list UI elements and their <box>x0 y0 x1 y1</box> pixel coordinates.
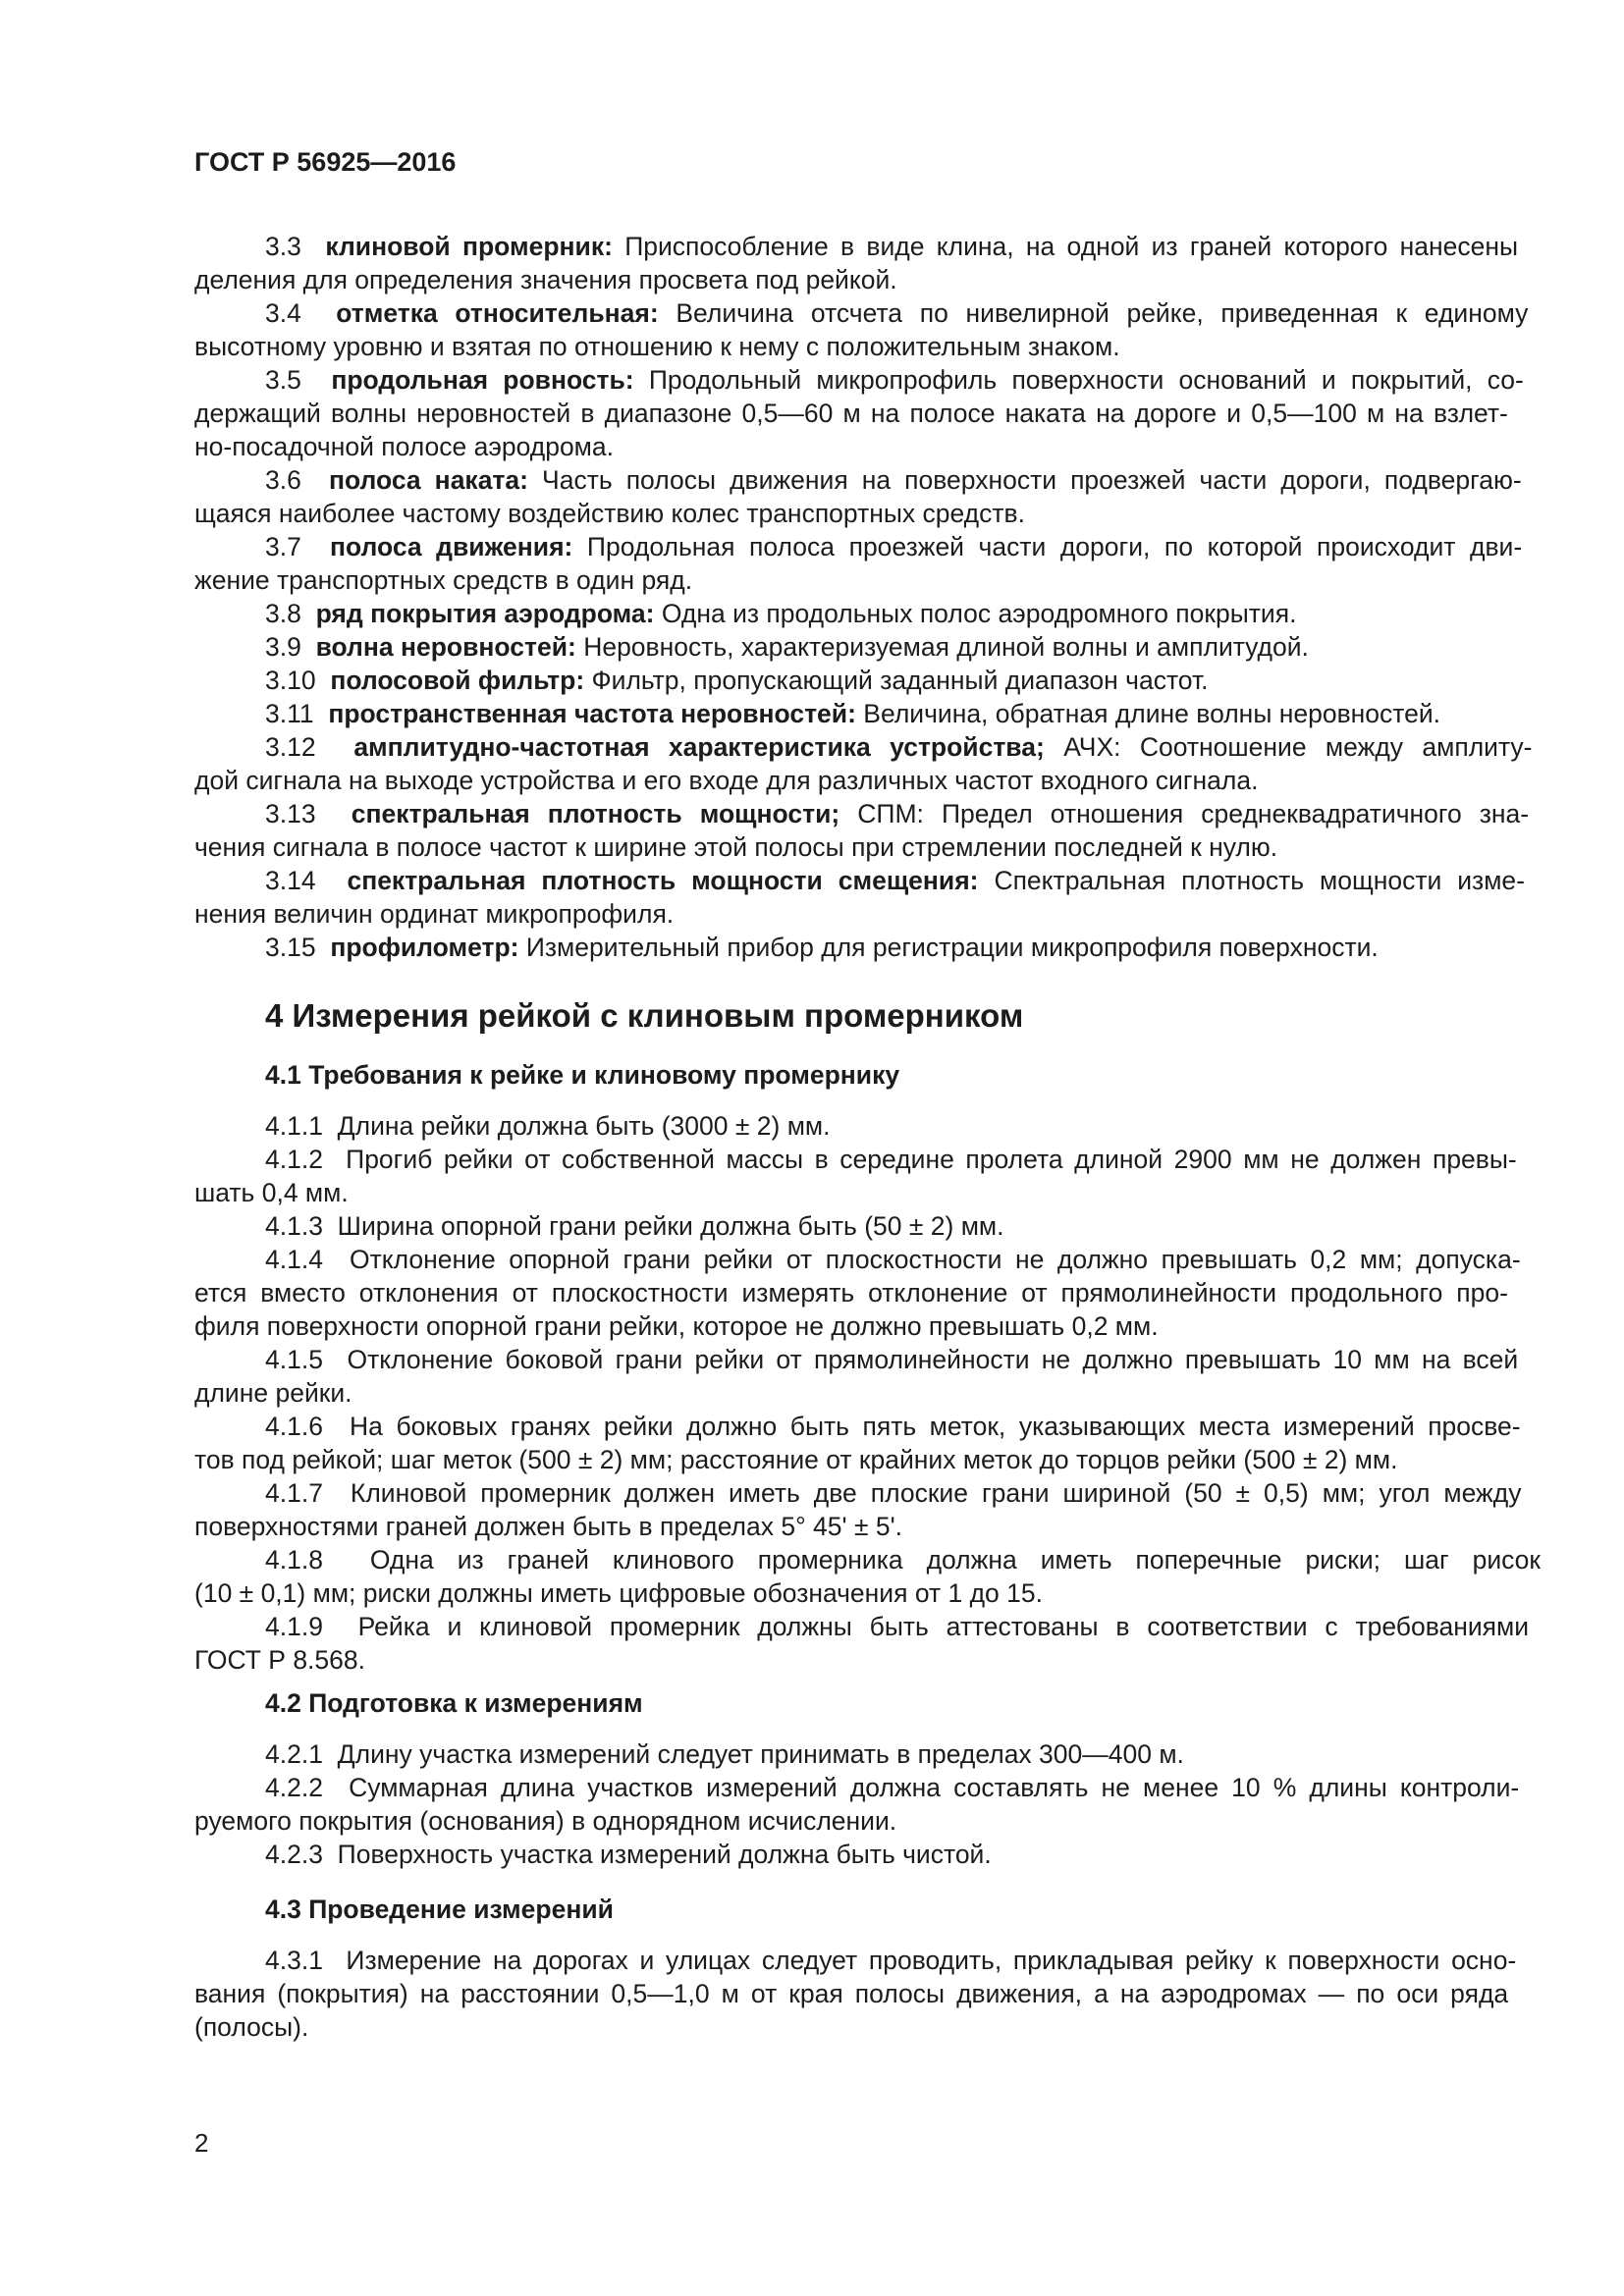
text-line <box>265 1209 1004 1243</box>
term: продольная ровность: <box>331 365 649 395</box>
clause-text: Продольная полоса проезжей части дороги, по которой происходит дви- <box>586 532 1523 561</box>
text-line <box>265 864 1525 897</box>
clause-text: руемого покрытия (основания) в однорядном исчислении. <box>194 1806 897 1836</box>
text-line <box>194 1804 896 1838</box>
clause-number: 4.1.3 <box>265 1211 338 1241</box>
text-line <box>265 1143 1517 1176</box>
text-line <box>265 1944 1516 1977</box>
clause-text: Величина, обратная длине волны неровностей. <box>863 699 1441 728</box>
clause-number: 4.3.1 <box>265 1946 347 1975</box>
text-line <box>194 497 1025 530</box>
clause-number: 3.15 <box>265 933 331 962</box>
text-line <box>265 1109 831 1143</box>
clause-text: длине рейки. <box>194 1378 352 1408</box>
clause-text: На боковых гранях рейки должно быть пять меток, указывающих места измерений просве- <box>350 1412 1521 1441</box>
text-line <box>194 1276 1508 1309</box>
clause-text: Фильтр, пропускающий заданный диапазон частот. <box>591 666 1209 695</box>
page-number: 2 <box>194 2128 209 2158</box>
text-line <box>194 397 1508 430</box>
text-line <box>194 1376 352 1410</box>
clause-number: 4.1.6 <box>265 1412 351 1441</box>
text-line <box>265 530 1522 563</box>
clause-number: 4.1.8 <box>265 1545 370 1575</box>
text-line <box>265 664 1209 697</box>
clause-text: Ширина опорной грани рейки должна быть (50 ± 2) мм. <box>337 1211 1004 1241</box>
text-line <box>265 730 1532 764</box>
text-line <box>265 1771 1519 1804</box>
clause-text: Приспособление в виде клина, на одной из граней которого нанесены <box>624 232 1519 261</box>
clause-number: 3.10 <box>265 666 331 695</box>
text-line <box>194 830 1277 864</box>
term: ряд покрытия аэродрома: <box>315 599 662 628</box>
term: волна неровностей: <box>315 632 584 662</box>
clause-text: (10 ± 0,1) мм; риски должны иметь цифровые обозначения от 1 до 15. <box>194 1578 1043 1608</box>
clause-text: филя поверхности опорной грани рейки, которое не должно превышать 0,2 мм. <box>194 1311 1159 1341</box>
clause-text: поверхностями граней должен быть в пределах 5° 45' ± 5'. <box>194 1512 903 1541</box>
clause-text: Неровность, характеризуемая длиной волны и амплитудой. <box>583 632 1309 662</box>
clause-text: вания (покрытия) на расстоянии 0,5—1,0 м от края полосы движения, а на аэродромах — по оси ряда <box>194 1979 1509 2008</box>
clause-text: Рейка и клиновой промерник должны быть аттестованы в соответствии с требованиями <box>357 1612 1530 1641</box>
text-line <box>194 563 692 597</box>
clause-text: высотному уровню и взятая по отношению к нему с положительным знаком. <box>194 332 1120 361</box>
clause-number: 3.3 <box>265 232 326 261</box>
clause-text: дой сигнала на выходе устройства и его входе для различных частот входного сигнала. <box>194 766 1259 795</box>
clause-text: нения величин ординат микропрофиля. <box>194 899 675 929</box>
clause-text: Поверхность участка измерений должна быть чистой. <box>337 1840 992 1869</box>
term: спектральная плотность мощности смещения: <box>347 866 995 895</box>
clause-text: Клиновой промерник должен иметь две плоские грани шириной (50 ± 0,5) мм; угол между <box>350 1478 1522 1508</box>
clause-text: Одна из граней клинового промерника должна иметь поперечные риски; шаг рисок <box>369 1545 1542 1575</box>
text-line <box>265 931 1379 964</box>
clause-text: деления для определения значения просвета под рейкой. <box>194 265 897 294</box>
text-line <box>194 1443 1397 1476</box>
text-line <box>265 296 1528 330</box>
clause-number: 3.9 <box>265 632 316 662</box>
clause-text: но-посадочной полосе аэродрома. <box>194 432 615 461</box>
section-4-heading: 4 Измерения рейкой с клиновым промерником <box>265 997 1024 1034</box>
term: полосовой фильтр: <box>330 666 592 695</box>
clause-number: 3.7 <box>265 532 330 561</box>
subsection-4-2-heading: 4.2 Подготовка к измерениям <box>265 1688 643 1718</box>
text-line <box>265 697 1440 730</box>
clause-number: 4.1.7 <box>265 1478 351 1508</box>
clause-text: ется вместо отклонения от плоскостности измерять отклонение от прямолинейности продольного про- <box>194 1278 1508 1308</box>
clause-number: 4.1.5 <box>265 1345 348 1374</box>
clause-text: Часть полосы движения на поверхности проезжей части дороги, подвергаю- <box>542 465 1522 495</box>
text-line <box>194 1309 1159 1343</box>
clause-number: 4.1.9 <box>265 1612 358 1641</box>
text-line <box>194 2010 308 2044</box>
term: отметка относительная: <box>336 298 677 328</box>
text-line <box>265 1410 1521 1443</box>
clause-text: Отклонение боковой грани рейки от прямолинейности не должно превышать 10 мм на всей <box>347 1345 1519 1374</box>
clause-text: Длину участка измерений следует принимать в пределах 300—400 м. <box>337 1739 1184 1769</box>
clause-text: Прогиб рейки от собственной массы в середине пролета длиной 2900 мм не должен превы- <box>346 1145 1517 1174</box>
clause-number: 3.8 <box>265 599 316 628</box>
text-line <box>265 1737 1184 1771</box>
text-line <box>194 1510 902 1543</box>
clause-text: Величина отсчета по нивелирной рейке, приведенная к единому <box>676 298 1529 328</box>
text-line <box>265 1543 1541 1576</box>
clause-number: 3.14 <box>265 866 348 895</box>
text-line <box>194 330 1120 363</box>
clause-number: 4.2.2 <box>265 1773 350 1802</box>
text-line <box>194 1643 365 1677</box>
text-line <box>194 1977 1508 2010</box>
clause-text: Длина рейки должна быть (3000 ± 2) мм. <box>337 1111 831 1141</box>
term: спектральная плотность мощности; <box>351 799 858 828</box>
text-line <box>194 430 614 463</box>
clause-text: Отклонение опорной грани рейки от плоскостности не должно превышать 0,2 мм; допуска- <box>350 1245 1521 1274</box>
subsection-4-3-heading: 4.3 Проведение измерений <box>265 1895 614 1924</box>
term: пространственная частота неровностей: <box>328 699 864 728</box>
clause-number: 3.6 <box>265 465 329 495</box>
subsection-4-1-heading: 4.1 Требования к рейке и клиновому промернику <box>265 1060 900 1090</box>
text-line <box>265 1243 1521 1276</box>
clause-number: 4.2.1 <box>265 1739 338 1769</box>
clause-text: Суммарная длина участков измерений должна составлять не менее 10 % длины контроли- <box>349 1773 1520 1802</box>
clause-text: жение транспортных средств в один ряд. <box>194 565 693 595</box>
clause-text: держащий волны неровностей в диапазоне 0,5—60 м на полосе наката на дороге и 0,5—100 м на взлет- <box>194 399 1508 428</box>
text-line <box>194 263 897 296</box>
clause-number: 4.1.2 <box>265 1145 347 1174</box>
clause-text: шать 0,4 мм. <box>194 1178 349 1207</box>
text-line <box>265 797 1529 830</box>
clause-number: 3.12 <box>265 732 354 762</box>
clause-number: 4.1.1 <box>265 1111 338 1141</box>
clause-number: 3.11 <box>265 699 329 728</box>
clause-text: щаяся наиболее частому воздействию колес транспортных средств. <box>194 499 1025 528</box>
text-line <box>265 363 1524 397</box>
text-line <box>265 630 1309 664</box>
text-line <box>194 1176 349 1209</box>
clause-text: чения сигнала в полосе частот к ширине этой полосы при стремлении последней к нулю. <box>194 832 1278 862</box>
clause-text: ГОСТ Р 8.568. <box>194 1645 365 1675</box>
term: клиновой промерник: <box>325 232 625 261</box>
term: профилометр: <box>330 933 526 962</box>
clause-text: Спектральная плотность мощности изме- <box>994 866 1525 895</box>
text-line <box>265 1838 992 1871</box>
clause-number: 3.5 <box>265 365 332 395</box>
text-line <box>194 897 674 931</box>
clause-text: (полосы). <box>194 2012 309 2042</box>
clause-text: Измерение на дорогах и улицах следует проводить, прикладывая рейку к поверхности осно- <box>346 1946 1517 1975</box>
clause-text: АЧХ: Соотношение между амплиту- <box>1063 732 1533 762</box>
term: амплитудно-частотная характеристика устройства; <box>353 732 1064 762</box>
text-line <box>265 1610 1529 1643</box>
standard-header: ГОСТ Р 56925—2016 <box>194 147 457 177</box>
clause-number: 4.2.3 <box>265 1840 338 1869</box>
clause-number: 3.13 <box>265 799 352 828</box>
clause-text: Одна из продольных полос аэродромного покрытия. <box>661 599 1297 628</box>
text-line <box>265 463 1522 497</box>
text-line <box>265 1476 1522 1510</box>
text-line <box>265 230 1518 263</box>
text-line <box>194 1576 1043 1610</box>
term: полоса движения: <box>329 532 587 561</box>
clause-text: Продольный микропрофиль поверхности оснований и покрытий, со- <box>648 365 1524 395</box>
text-line <box>194 764 1258 797</box>
clause-number: 3.4 <box>265 298 337 328</box>
clause-text: тов под рейкой; шаг меток (500 ± 2) мм; расстояние от крайних меток до торцов рейки (500 ± 2) мм. <box>194 1445 1398 1474</box>
term: полоса наката: <box>328 465 543 495</box>
text-line <box>265 1343 1518 1376</box>
text-line <box>265 597 1296 630</box>
clause-number: 4.1.4 <box>265 1245 351 1274</box>
clause-text: Измерительный прибор для регистрации микропрофиля поверхности. <box>525 933 1379 962</box>
clause-text: СПМ: Предел отношения среднеквадратичного зна- <box>857 799 1530 828</box>
